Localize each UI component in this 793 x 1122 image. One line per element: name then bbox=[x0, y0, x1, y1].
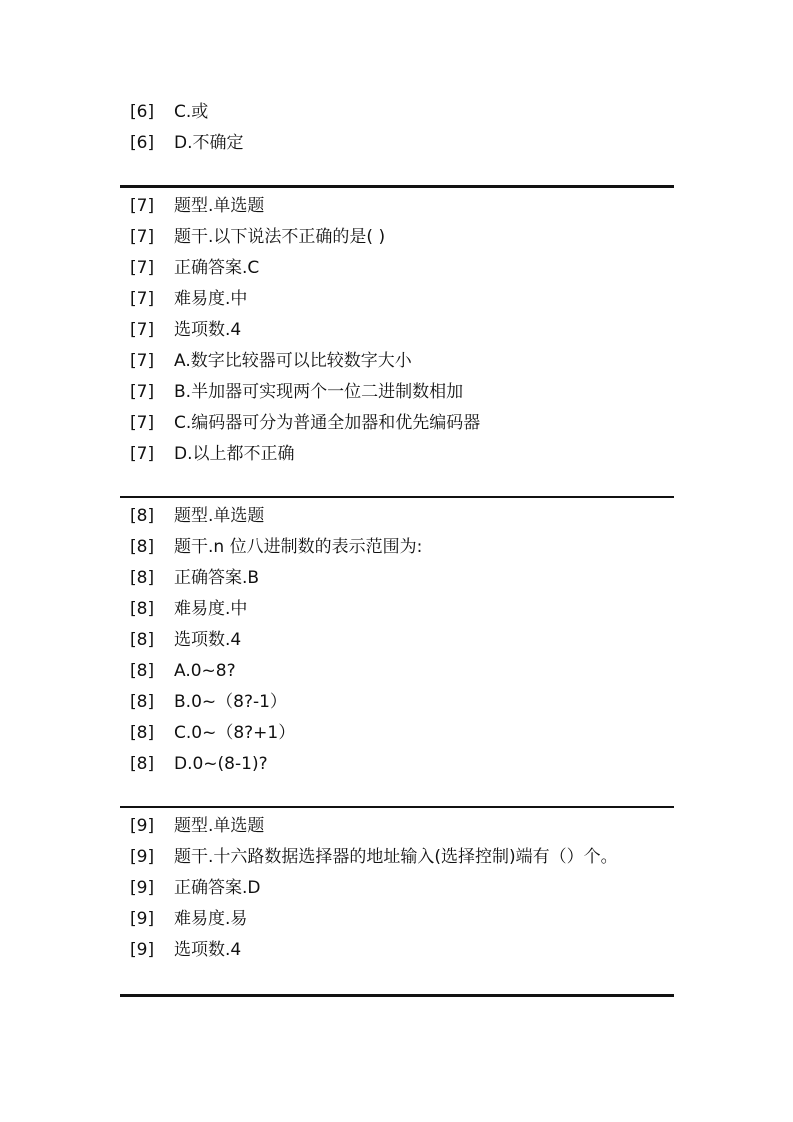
question-number: [6] bbox=[130, 102, 155, 122]
question-number: [6] bbox=[130, 133, 155, 153]
question-number: [7] bbox=[130, 320, 155, 340]
question-number: [9] bbox=[130, 816, 155, 836]
option-c: C.编码器可分为普通全加器和优先编码器 bbox=[174, 413, 481, 433]
question-row bbox=[120, 594, 674, 625]
question-number: [7] bbox=[130, 227, 155, 247]
option-count: 选项数.4 bbox=[174, 320, 242, 340]
question-row bbox=[120, 377, 674, 408]
option-b: B.0~（8?-1） bbox=[174, 692, 287, 712]
question-row bbox=[120, 563, 674, 594]
question-type: 题型.单选题 bbox=[174, 196, 265, 216]
question-number: [7] bbox=[130, 413, 155, 433]
option-count: 选项数.4 bbox=[174, 940, 242, 960]
option-d: D.0~(8-1)? bbox=[174, 754, 268, 774]
question-number: [8] bbox=[130, 661, 155, 681]
option-a: A.数字比较器可以比较数字大小 bbox=[174, 351, 412, 371]
option-c: C.0~（8?+1） bbox=[174, 723, 296, 743]
question-row bbox=[120, 346, 674, 377]
question-row bbox=[120, 811, 674, 842]
question-row bbox=[120, 532, 674, 563]
question-row bbox=[120, 656, 674, 687]
question-type: 题型.单选题 bbox=[174, 506, 265, 526]
question-number: [8] bbox=[130, 537, 155, 557]
option-a: A.0~8? bbox=[174, 661, 236, 681]
question-row bbox=[120, 873, 674, 904]
correct-answer: 正确答案.D bbox=[174, 878, 261, 898]
question-row bbox=[120, 315, 674, 346]
difficulty: 难易度.易 bbox=[174, 909, 248, 929]
question-field-text: C.或 bbox=[174, 102, 209, 122]
question-field-text: D.不确定 bbox=[174, 133, 244, 153]
correct-answer: 正确答案.B bbox=[174, 568, 260, 588]
question-type: 题型.单选题 bbox=[174, 816, 265, 836]
difficulty: 难易度.中 bbox=[174, 289, 248, 309]
question-number: [8] bbox=[130, 692, 155, 712]
question-row bbox=[120, 687, 674, 718]
question-row bbox=[120, 222, 674, 253]
question-row bbox=[120, 904, 674, 935]
question-number: [7] bbox=[130, 382, 155, 402]
question-number: [9] bbox=[130, 909, 155, 929]
option-d: D.以上都不正确 bbox=[174, 444, 295, 464]
question-row bbox=[120, 253, 674, 284]
question-number: [7] bbox=[130, 351, 155, 371]
question-row bbox=[120, 625, 674, 656]
question-number: [9] bbox=[130, 878, 155, 898]
question-row bbox=[120, 501, 674, 532]
question-stem: 题干.n 位八进制数的表示范围为: bbox=[174, 537, 423, 557]
question-number: [8] bbox=[130, 506, 155, 526]
question-number: [9] bbox=[130, 940, 155, 960]
question-row bbox=[120, 408, 674, 439]
question-number: [8] bbox=[130, 568, 155, 588]
difficulty: 难易度.中 bbox=[174, 599, 248, 619]
question-number: [8] bbox=[130, 599, 155, 619]
question-number: [7] bbox=[130, 289, 155, 309]
question-row bbox=[120, 191, 674, 222]
question-row bbox=[120, 749, 674, 780]
question-number: [9] bbox=[130, 847, 155, 867]
question-stem: 题干.十六路数据选择器的地址输入(选择控制)端有（）个。 bbox=[174, 847, 618, 867]
question-row bbox=[120, 128, 674, 159]
document-page bbox=[120, 97, 674, 997]
question-number: [8] bbox=[130, 630, 155, 650]
question-row bbox=[120, 97, 674, 128]
question-number: [8] bbox=[130, 754, 155, 774]
question-block-8 bbox=[120, 501, 674, 780]
option-b: B.半加器可实现两个一位二进制数相加 bbox=[174, 382, 464, 402]
question-row bbox=[120, 439, 674, 470]
question-row bbox=[120, 842, 674, 873]
section-divider bbox=[120, 994, 674, 997]
question-stem: 题干.以下说法不正确的是( ) bbox=[174, 227, 386, 247]
question-number: [7] bbox=[130, 444, 155, 464]
correct-answer: 正确答案.C bbox=[174, 258, 260, 278]
question-block-9 bbox=[120, 811, 674, 966]
question-number: [7] bbox=[130, 196, 155, 216]
question-row bbox=[120, 284, 674, 315]
question-row bbox=[120, 935, 674, 966]
option-count: 选项数.4 bbox=[174, 630, 242, 650]
question-number: [7] bbox=[130, 258, 155, 278]
question-number: [8] bbox=[130, 723, 155, 743]
question-block-7 bbox=[120, 191, 674, 470]
question-row bbox=[120, 718, 674, 749]
